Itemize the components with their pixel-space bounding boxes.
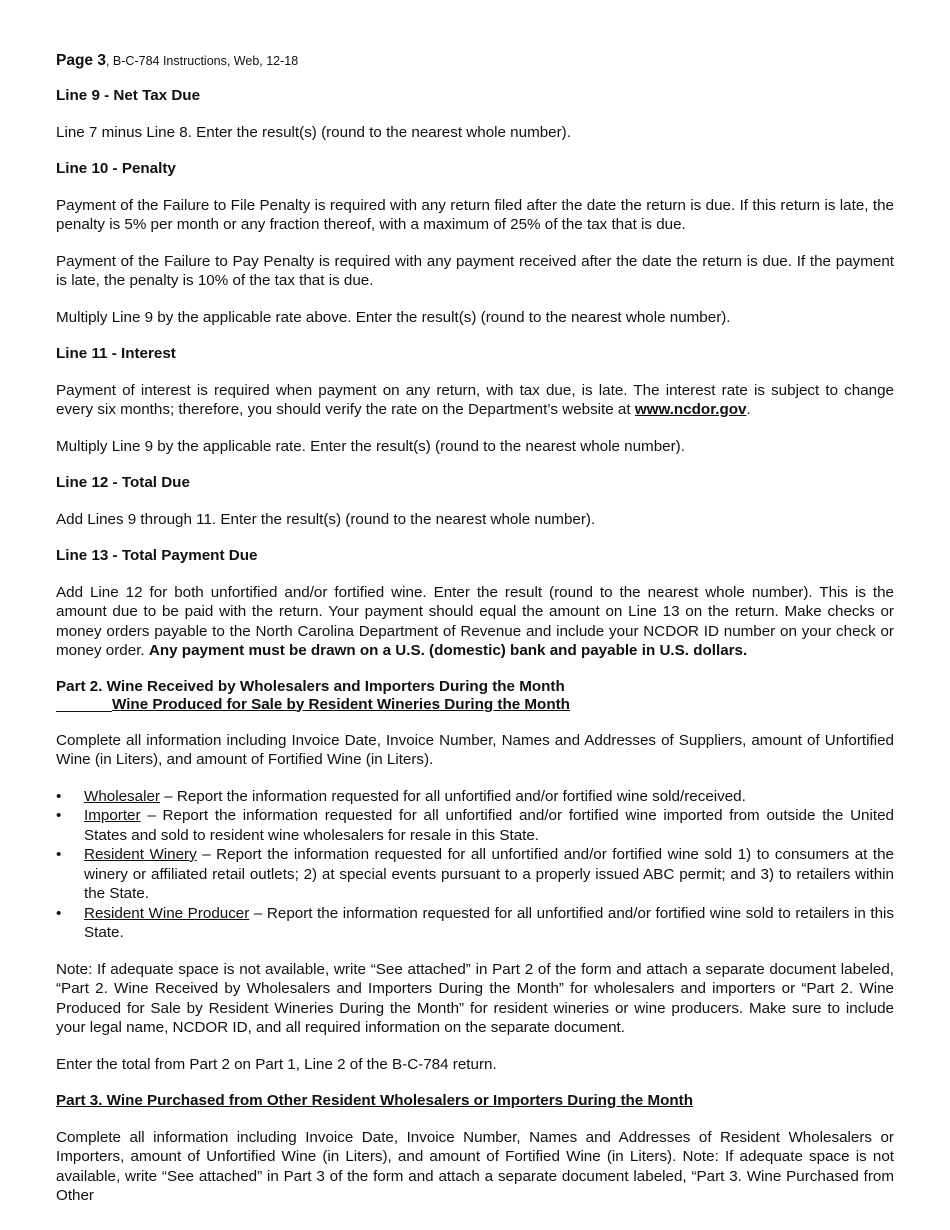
line10-paragraph-1: Payment of the Failure to File Penalty is required with any return filed after the date the return is due. If this return is late, the penalty is 5% per month or any fraction thereof, with a maximum of 25% of the tax that is due. [56,196,894,233]
page-header [56,52,894,70]
part2-total-instruction: Enter the total from Part 2 on Part 1, Line 2 of the B-C-784 return. [56,1055,497,1073]
part3-heading: Part 3. Wine Purchased from Other Resident Wholesalers or Importers During the Month [56,1092,693,1109]
part2-heading [56,678,894,714]
line13-bold-text: Any payment must be drawn on a U.S. (domestic) bank and payable in U.S. dollars. [148,642,748,659]
bullet-term: Wholesaler [84,787,160,805]
part2-intro: Complete all information including Invoice Date, Invoice Number, Names and Addresses of Suppliers, amount of Unfortified Wine (in Liters), and amount of Fortified Wine (in Liters). [56,731,894,768]
line11-paragraph-1 [56,381,894,420]
bullet-term: Resident Wine Producer [84,904,250,922]
bullet-text: – Report the information requested for all unfortified and/or fortified wine imported from outside the United States and sold to resident wine wholesalers for resale in this State. [84,807,894,844]
bullet-icon: • [56,846,62,863]
bullet-term: Importer [84,807,141,824]
bullet-text: – Report the information requested for all unfortified and/or fortified wine sold to retailers in this State. [84,904,894,941]
line11-paragraph-2: Multiply Line 9 by the applicable rate. Enter the result(s) (round to the nearest whole number). [56,437,685,455]
line12-heading: Line 12 - Total Due [56,474,190,491]
line10-paragraph-2: Payment of the Failure to Pay Penalty is required with any payment received after the date the return is due. If the payment is late, the penalty is 10% of the tax that is due. [56,252,894,289]
line13-heading: Line 13 - Total Payment Due [56,547,258,564]
line12-text: Add Lines 9 through 11. Enter the result(s) (round to the nearest whole number). [56,510,596,528]
line10-heading: Line 10 - Penalty [56,160,176,177]
bullet-icon: • [56,904,62,922]
bullet-text: – Report the information requested for all unfortified and/or fortified wine sold 1) to consumers at the winery or affiliated retail outlets; 2) at special events pursuant to a properly issued ABC permit; and 3) to retailers within the State. [84,846,894,902]
part2-note: Note: If adequate space is not available, write “See attached” in Part 2 of the form and attach a separate document labeled, “Part 2. Wine Received by Wholesalers and Importers During the Month” for wholesalers and importers or “Part 2. Wine Produced for Sale by Resident Wineries During the Month” for resident wineries or wine producers. Make sure to include your legal name, NCDOR ID, and all required information on the separate document. [56,960,894,1036]
bullet-icon: • [56,787,62,805]
list-item [56,904,894,943]
line9-text: Line 7 minus Line 8. Enter the result(s) (round to the nearest whole number). [56,123,571,141]
bullet-icon: • [56,807,62,824]
document-info: , B-C-784 Instructions, Web, 12-18 [105,54,299,68]
line10-paragraph-3: Multiply Line 9 by the applicable rate above. Enter the result(s) (round to the nearest whole number). [56,308,731,326]
bullet-text: – Report the information requested for all unfortified and/or fortified wine sold/received. [159,787,746,805]
bullet-term: Resident Winery [84,846,197,863]
line13-text: Add Line 12 for both unfortified and/or fortified wine. Enter the result (round to the nearest whole number). This is the amount due to be paid with the return. Your payment should equal the amount on Line 13 on the return. Make checks or money orders payable to the North Carolina Department of Revenue and include your NCDOR ID number on your check or money order. [56,583,894,659]
line11-text: Payment of interest is required when payment on any return, with tax due, is late. The interest rate is subject to change every six months; therefore, you should verify the rate on the Department’s website at [56,381,894,418]
page-number: Page 3 [56,52,106,69]
line9-heading: Line 9 - Net Tax Due [56,87,201,104]
part2-heading-line1: Part 2. Wine Received by Wholesalers and Importers During the Month [56,677,565,695]
line11-period: . [746,401,751,418]
list-item [56,845,894,904]
part3-text: Complete all information including Invoice Date, Invoice Number, Names and Addresses of Resident Wholesalers or Importers, amount of Unfortified Wine (in Liters), and amount of Fortified Wine (in Liters). Note: If adequate space is not available, write “See attached” in Part 3 of the form and attach a separate document labeled, “Part 3. Wine Purchased from Other [56,1128,894,1204]
list-item [56,806,894,845]
list-item [56,787,894,807]
line13-paragraph [56,583,894,661]
part2-heading-line2: Wine Produced for Sale by Resident Wineries During the Month [56,696,570,714]
part2-bullet-list [56,787,894,943]
line11-heading: Line 11 - Interest [56,345,176,362]
ncdor-website-link[interactable]: www.ncdor.gov [634,401,747,418]
